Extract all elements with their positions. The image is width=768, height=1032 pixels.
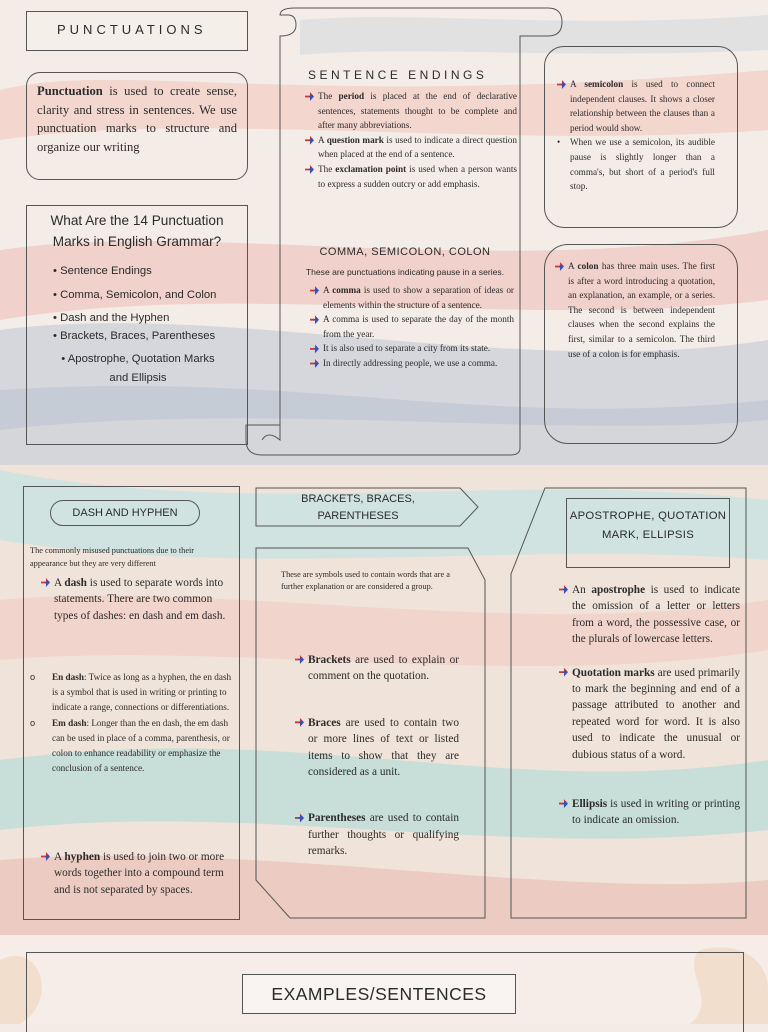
list-item: A question mark is used to indicate a direct question when placed at the end of a sentence. xyxy=(305,133,517,162)
intro-box xyxy=(26,72,248,180)
apostrophe-title: APOSTROPHE, QUOTATION MARK, ELLIPSIS xyxy=(569,510,727,541)
list-item: It is also used to separate a city from its state. xyxy=(310,341,514,356)
brackets-list xyxy=(295,652,459,860)
list-item: • Dash and the Hyphen xyxy=(53,312,170,324)
list-item: o Em dash: Longer than the en dash, the em dash can be used in place of a comma, parenthesis, or colon to enhance readability or emphasize the conclusion of a sentence. xyxy=(24,716,238,777)
list-item: • Apostrophe, Quotation Marks and Ellipsis xyxy=(61,353,215,384)
list-item: A comma is used to show a separation of ideas or elements within the structure of a sentence. xyxy=(310,283,514,312)
comma-section xyxy=(292,246,518,371)
brackets-title: BRACKETS, BRACES, PARENTHESES xyxy=(301,493,415,522)
hyphen-text: A hyphen is used to join two or more words together into a compound term and is not separated by spaces. xyxy=(41,849,236,898)
list-item: • Sentence Endings xyxy=(53,265,152,277)
marks-question: What Are the 14 Punctuation Marks in English Grammar? xyxy=(50,213,224,249)
comma-section-subtitle: These are punctuations indicating pause in a series. xyxy=(305,267,505,277)
list-item: Braces are used to contain two or more lines of text or listed items to show that they are considered as a unit. xyxy=(295,715,459,781)
list-item: • Brackets, Braces, Parentheses xyxy=(53,329,216,342)
list-item: Parentheses are used to contain further thoughts or qualifying remarks. xyxy=(295,810,459,859)
colon-text: A colon has three main uses. The first is after a word introducing a quotation, an explanation, an example, or a series. The second is between independent clauses when the second explains the first, similar to a semicolon. The third use of a colon is for emphasis. xyxy=(555,259,715,361)
list-item: In directly addressing people, we use a comma. xyxy=(310,356,514,371)
page-title: PUNCTUATIONS xyxy=(57,22,207,37)
examples-title: EXAMPLES/SENTENCES xyxy=(271,984,487,1004)
intro-text: Punctuation is used to create sense, clarity and stress in sentences. We use punctuation marks to structure and organize our writing xyxy=(37,84,237,154)
marks-box xyxy=(26,205,248,445)
list-item: Brackets are used to explain or comment on the quotation. xyxy=(295,652,459,685)
dash-box xyxy=(23,486,240,920)
list-item: • Comma, Semicolon, and Colon xyxy=(53,288,217,301)
list-item: The period is placed at the end of declarative sentences, statements thought to be complete and after many abbreviations. xyxy=(305,89,517,133)
list-item: The exclamation point is used when a person wants to express a sudden outcry or add emphasis. xyxy=(305,162,517,191)
list-item: Ellipsis is used in writing or printing to indicate an omission. xyxy=(559,796,740,829)
apostrophe-title-box xyxy=(566,498,730,568)
examples-title-box xyxy=(242,974,516,1014)
list-item: An apostrophe is used to indicate the omission of a letter or letters from a word, the possessive case, or the plurals of lowercase letters. xyxy=(559,582,740,648)
brackets-intro: These are symbols used to contain words that are a further explanation or are considered a group. xyxy=(281,570,450,592)
header-box xyxy=(26,11,248,51)
apostrophe-list xyxy=(559,582,740,829)
semicolon-text: A semicolon is used to connect independent clauses. It shows a closer relationship between the clauses than a period would show. xyxy=(557,77,715,135)
dash-title-pill xyxy=(50,500,200,526)
dash-intro: The commonly misused punctuations due to their appearance but they are very different xyxy=(30,546,195,568)
colon-box xyxy=(544,244,738,444)
sentence-endings-title: SENTENCE ENDINGS xyxy=(308,68,488,82)
list-item: o En dash: Twice as long as a hyphen, the en dash is a symbol that is used in writing or printing to indicate a range, connections or differentiations. xyxy=(24,670,238,716)
semicolon-extra: • When we use a semicolon, its audible pause is slightly longer than a comma's, but short of a period's full stop. xyxy=(557,137,715,192)
list-item: Quotation marks are used primarily to mark the beginning and end of a passage attributed to another and repeated word for word. It is also used to indicate the unusual or dubious status of a word. xyxy=(559,665,740,763)
comma-section-title: COMMA, SEMICOLON, COLON xyxy=(319,246,491,258)
dash-main: A dash is used to separate words into statements. There are two common types of dashes: en dash and em dash. xyxy=(41,575,236,624)
sentence-endings-section xyxy=(305,68,517,191)
marks-list xyxy=(33,260,241,388)
list-item: A comma is used to separate the day of the month from the year. xyxy=(310,312,514,341)
semicolon-box xyxy=(544,46,738,228)
dash-title: DASH AND HYPHEN xyxy=(72,507,178,519)
